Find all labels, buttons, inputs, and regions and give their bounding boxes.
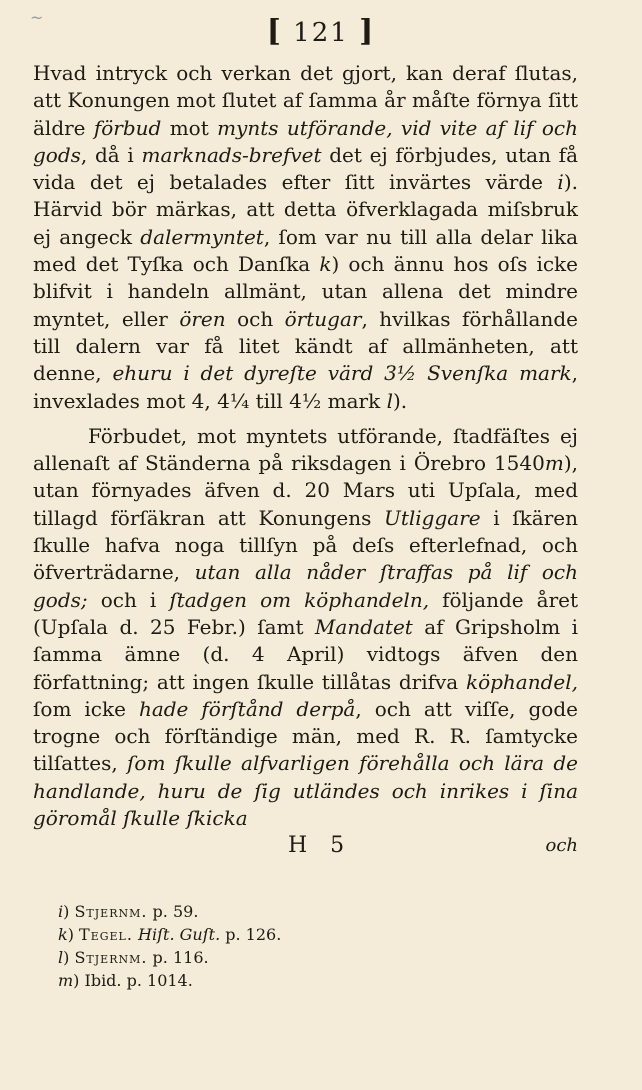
italic-run: ören	[179, 306, 226, 331]
text-run: ) och ännu hos oſs icke blifvit i handeln allmänt, utan allena det mindre myntet, eller	[33, 252, 578, 331]
text-run: mot	[161, 115, 218, 140]
text-run: , då i	[80, 142, 142, 167]
catchword: och	[545, 835, 578, 857]
italic-run: ſtadgen om köphandeln,	[169, 587, 430, 612]
paragraph	[33, 60, 578, 415]
text-run: Förbudet, mot myntets utförande, ſtadfäſtes ej allenaſt af Ständerna på riksdagen i Örebro 1540	[33, 423, 578, 476]
text-run: , hvilkas förhållande till dalern var få litet kändt af allmänheten, att denne,	[33, 306, 579, 386]
page-number: 121	[293, 18, 349, 48]
page-header	[0, 14, 642, 49]
text-run: Hvad intryck och verkan det gjort, kan deraf ſlutas, att Konungen mot ſlutet af ſamma år måſte förnya ſitt äldre	[33, 61, 578, 140]
body-text	[33, 60, 578, 860]
footnote: k) Tegel. Hiſt. Guſt. p. 126.	[58, 925, 282, 944]
italic-run: örtugar	[284, 306, 362, 331]
italic-run: k	[319, 252, 332, 277]
text-run: det ej förbjudes, utan få vida det ej betalades efter ſitt invärtes värde	[33, 142, 578, 195]
italic-run: ſom ſkulle alfvarligen förehålla och lära de handlande, huru de ſig utländes och inrikes i ſina göromål ſkulle ſkicka	[33, 751, 578, 831]
italic-run: dalermyntet	[140, 224, 264, 249]
italic-run: marknads-brefvet	[141, 142, 322, 167]
text-run: ), utan förnyades äfven d. 20 Mars uti Upſala, med tillagd förſäkran att Konungens	[33, 451, 578, 530]
signature-mark: H 5	[288, 833, 353, 859]
text-run: af Gripsholm i ſamma ämne (d. 4 April) vidtogs äfven den författning; att ingen ſkulle tillåtas drifva	[33, 614, 579, 694]
text-run: ). Härvid bör märkas, att detta öfverklagada miſsbruk ej angeck	[33, 170, 578, 249]
footnotes	[58, 900, 281, 992]
italic-run: hade förſtånd derpå	[138, 696, 356, 721]
text-run: och i	[87, 587, 170, 612]
text-run: , och att viſſe, gode trogne och förſtändige män, med R. R. ſamtycke tilſattes,	[33, 696, 578, 776]
footnote: m) Ibid. p. 1014.	[58, 971, 193, 990]
footnote: i) Stjernm. p. 59.	[58, 902, 199, 921]
italic-run: ehuru i det dyreſte värd 3½ Svenſka mark	[112, 361, 572, 386]
italic-run: m	[544, 451, 564, 476]
close-bracket: ]	[359, 14, 376, 49]
paragraph	[33, 423, 578, 832]
italic-run: förbud	[93, 115, 162, 140]
italic-run: i	[557, 170, 564, 195]
italic-run: Utliggare	[383, 505, 481, 530]
italic-run: mynts utförande, vid vite af lif och gods	[33, 115, 578, 167]
text-run: ſom icke	[33, 696, 139, 721]
text-run: ).	[392, 388, 408, 413]
italic-run: Mandatet	[314, 614, 413, 639]
italic-run: utan alla nåder ſtraffas på lif och gods;	[33, 560, 578, 612]
italic-run: köphandel,	[465, 669, 578, 694]
italic-run: l	[386, 388, 393, 413]
open-bracket: [	[266, 14, 283, 49]
text-run: följande året (Upſala d. 25 Febr.) ſamt	[33, 587, 579, 639]
text-run: , ſom var nu till alla delar lika med det Tyſka och Danſka	[33, 224, 578, 277]
text-run: , invexlades mot 4, 4¼ till 4½ mark	[33, 361, 578, 413]
text-run: i ſkären ſkulle hafva noga tillſyn på deſs efterlefnad, och öfverträdarne,	[33, 505, 578, 585]
corner-mark: ~	[30, 8, 44, 27]
text-run: och	[225, 306, 285, 331]
page-footer	[33, 832, 578, 860]
footnote: l) Stjernm. p. 116.	[58, 948, 209, 967]
